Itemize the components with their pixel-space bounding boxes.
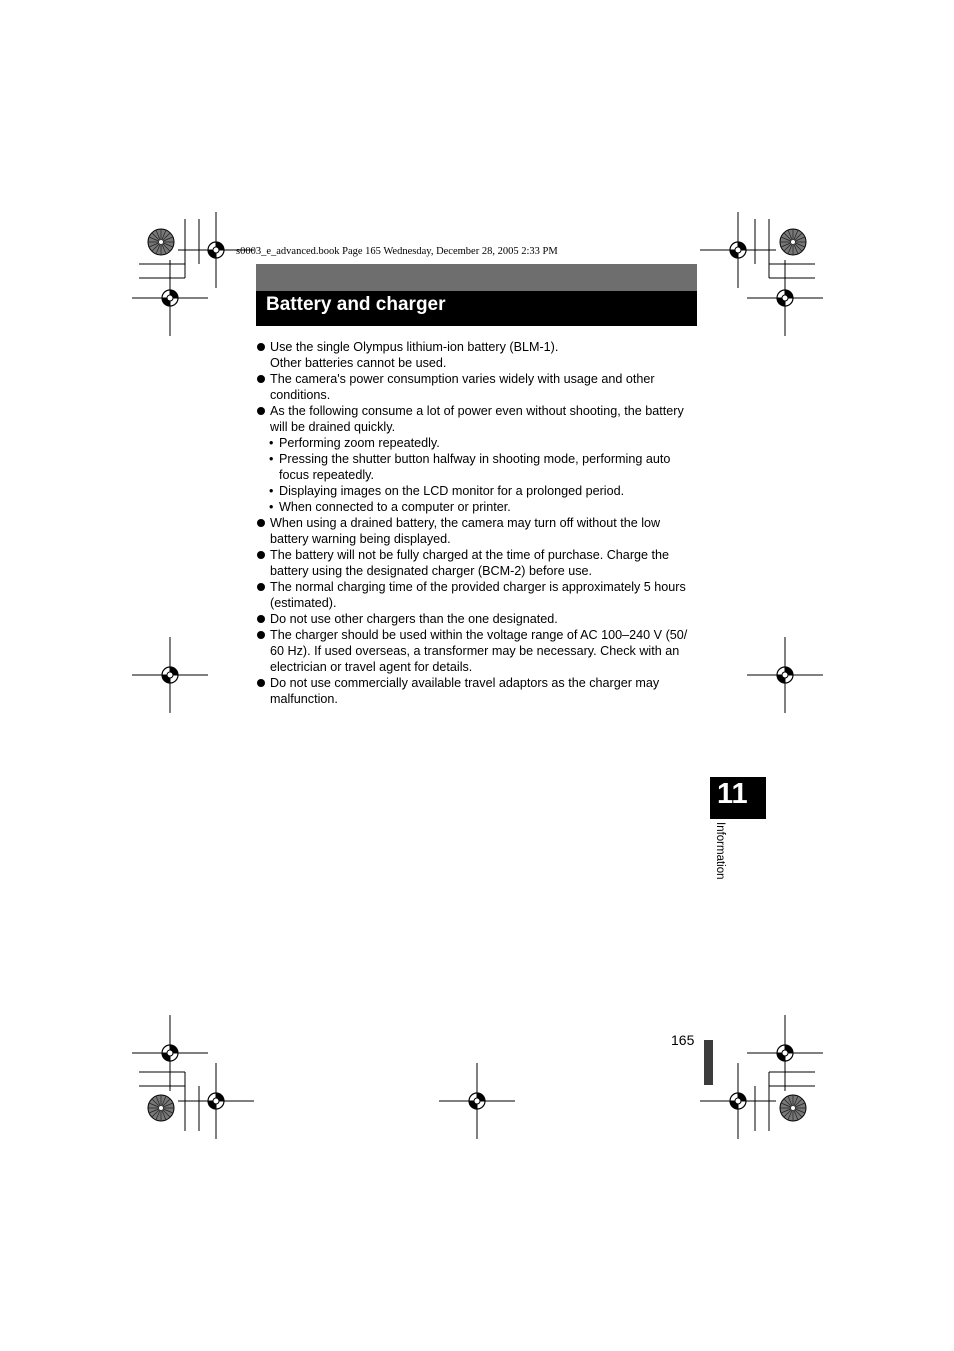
section-title: Battery and charger: [266, 294, 446, 315]
bullet-icon: [257, 375, 265, 383]
sub-list-item-line: Performing zoom repeatedly.: [279, 436, 440, 450]
list-item: [256, 675, 701, 707]
list-item: [256, 611, 701, 627]
sub-bullet-icon: •: [269, 500, 274, 514]
list-item-line: Use the single Olympus lithium-ion battery (BLM-1).: [270, 340, 559, 354]
list-item: [256, 579, 701, 611]
bullet-icon: [257, 583, 265, 591]
list-item-line: The normal charging time of the provided charger is approximately 5 hours: [270, 580, 686, 594]
bullet-icon: [257, 343, 265, 351]
list-item-line: The charger should be used within the voltage range of AC 100–240 V (50/: [270, 628, 688, 642]
list-item-line: battery warning being displayed.: [270, 532, 451, 546]
chapter-tab: [710, 777, 766, 819]
list-item-line: Do not use other chargers than the one designated.: [270, 612, 558, 626]
list-item: [256, 403, 701, 435]
section-header-band: [256, 264, 697, 291]
list-item: [256, 547, 701, 579]
list-item-line: Do not use commercially available travel adaptors as the charger may: [270, 676, 660, 690]
sub-list-item: [256, 499, 701, 515]
sub-list-item: [256, 451, 701, 483]
list-item: [256, 627, 701, 675]
sub-list-item-line: Pressing the shutter button halfway in shooting mode, performing auto: [279, 452, 671, 466]
bullet-icon: [257, 615, 265, 623]
sub-list-item-line: When connected to a computer or printer.: [279, 500, 511, 514]
chapter-number: 11: [717, 778, 748, 810]
list-item-line: will be drained quickly.: [270, 420, 396, 434]
sub-bullet-icon: •: [269, 452, 274, 466]
print-file-info: s0003_e_advanced.book Page 165 Wednesday, December 28, 2005 2:33 PM: [236, 246, 558, 257]
sub-list-item-line: focus repeatedly.: [279, 468, 374, 482]
list-item: [256, 515, 701, 547]
content-body: [256, 339, 701, 707]
sub-list-item: [256, 435, 701, 451]
list-item-line: 60 Hz). If used overseas, a transformer may be necessary. Check with an: [270, 644, 680, 658]
sub-bullet-icon: •: [269, 436, 274, 450]
page-number-bar: [704, 1040, 713, 1085]
list-item-line: conditions.: [270, 388, 331, 402]
list-item-line: As the following consume a lot of power even without shooting, the battery: [270, 404, 684, 418]
page-number: 165: [671, 1032, 695, 1048]
sub-bullet-icon: •: [269, 484, 274, 498]
bullet-icon: [257, 631, 265, 639]
bullet-icon: [257, 407, 265, 415]
list-item: [256, 339, 701, 371]
list-item-line: When using a drained battery, the camera may turn off without the low: [270, 516, 661, 530]
list-item-line: battery using the designated charger (BCM-2) before use.: [270, 564, 593, 578]
list-item-line: electrician or travel agent for details.: [270, 660, 473, 674]
list-item-line: (estimated).: [270, 596, 337, 610]
list-item-line: Other batteries cannot be used.: [270, 356, 447, 370]
list-item-line: The battery will not be fully charged at the time of purchase. Charge the: [270, 548, 670, 562]
bullet-icon: [257, 519, 265, 527]
list-item: [256, 371, 701, 403]
sub-list-item-line: Displaying images on the LCD monitor for a prolonged period.: [279, 484, 625, 498]
list-item-line: malfunction.: [270, 692, 338, 706]
bullet-icon: [257, 679, 265, 687]
chapter-label: Information: [714, 822, 726, 880]
sub-list-item: [256, 483, 701, 499]
bullet-icon: [257, 551, 265, 559]
list-item-line: The camera's power consumption varies widely with usage and other: [270, 372, 655, 386]
section-title-bar: [256, 291, 697, 326]
